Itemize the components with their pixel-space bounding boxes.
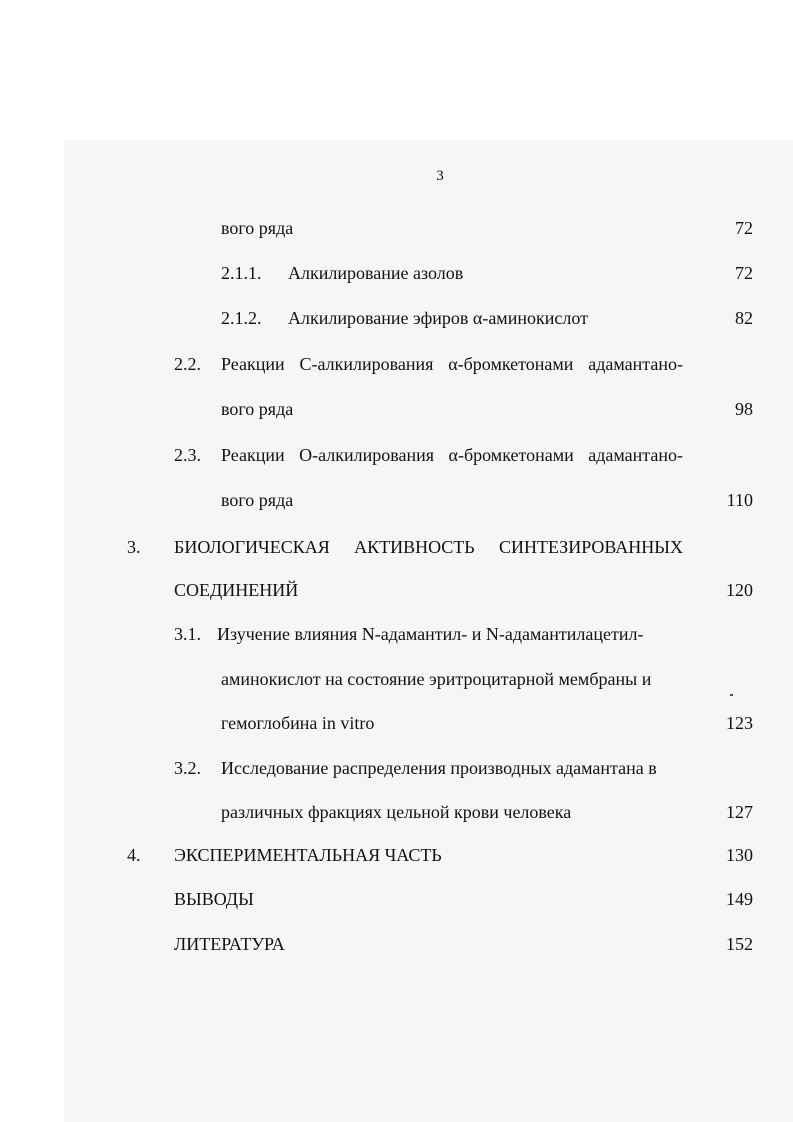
toc-text: Реакции О-алкилирования α-бромкетонами адамантано- bbox=[221, 445, 683, 465]
toc-number: 3.1. bbox=[174, 624, 201, 644]
toc-number: 4. bbox=[127, 845, 141, 865]
toc-page: 149 bbox=[726, 889, 753, 909]
toc-text: аминокислот на состояние эритроцитарной мембраны и bbox=[221, 669, 652, 689]
toc-page: 72 bbox=[735, 263, 753, 283]
toc-page: 120 bbox=[726, 580, 753, 600]
toc-text: Исследование распределения производных адамантана в bbox=[221, 758, 657, 778]
toc-text: ЛИТЕРАТУРА bbox=[174, 934, 285, 954]
toc-number: 2.3. bbox=[174, 445, 201, 465]
toc-page: 152 bbox=[726, 934, 753, 954]
toc-page: 82 bbox=[735, 308, 753, 328]
toc-page: 110 bbox=[726, 490, 753, 510]
toc-text: СОЕДИНЕНИЙ bbox=[174, 580, 299, 600]
toc-text: вого ряда bbox=[221, 399, 294, 419]
toc-text: вого ряда bbox=[221, 490, 294, 510]
toc-text: Изучение влияния N-адамантил- и N-адамантилацетил- bbox=[217, 624, 644, 644]
toc-page: 98 bbox=[735, 399, 753, 419]
toc-text: БИОЛОГИЧЕСКАЯ АКТИВНОСТЬ СИНТЕЗИРОВАННЫХ bbox=[174, 537, 683, 557]
page-number: 3 bbox=[436, 168, 444, 184]
toc-page: 72 bbox=[735, 218, 753, 238]
toc-number: 3. bbox=[127, 537, 141, 557]
toc-text: гемоглобина in vitro bbox=[221, 713, 375, 733]
toc-text: ВЫВОДЫ bbox=[174, 889, 254, 909]
scan-speck bbox=[730, 694, 733, 696]
toc-number: 2.2. bbox=[174, 354, 201, 374]
toc-page: 127 bbox=[726, 802, 753, 822]
toc-number: 3.2. bbox=[174, 758, 201, 778]
toc-text: различных фракциях цельной крови человека bbox=[221, 802, 572, 822]
toc-page: 123 bbox=[726, 713, 753, 733]
toc-text: Алкилирование азолов bbox=[288, 263, 464, 283]
toc-number: 2.1.2. bbox=[221, 308, 262, 328]
toc-text: Реакции С-алкилирования α-бромкетонами адамантано- bbox=[221, 354, 683, 374]
toc-text: Алкилирование эфиров α-аминокислот bbox=[288, 308, 588, 328]
toc-text: вого ряда bbox=[221, 218, 294, 238]
toc-page: 130 bbox=[726, 845, 753, 865]
toc-number: 2.1.1. bbox=[221, 263, 262, 283]
toc-text: ЭКСПЕРИМЕНТАЛЬНАЯ ЧАСТЬ bbox=[174, 845, 442, 865]
